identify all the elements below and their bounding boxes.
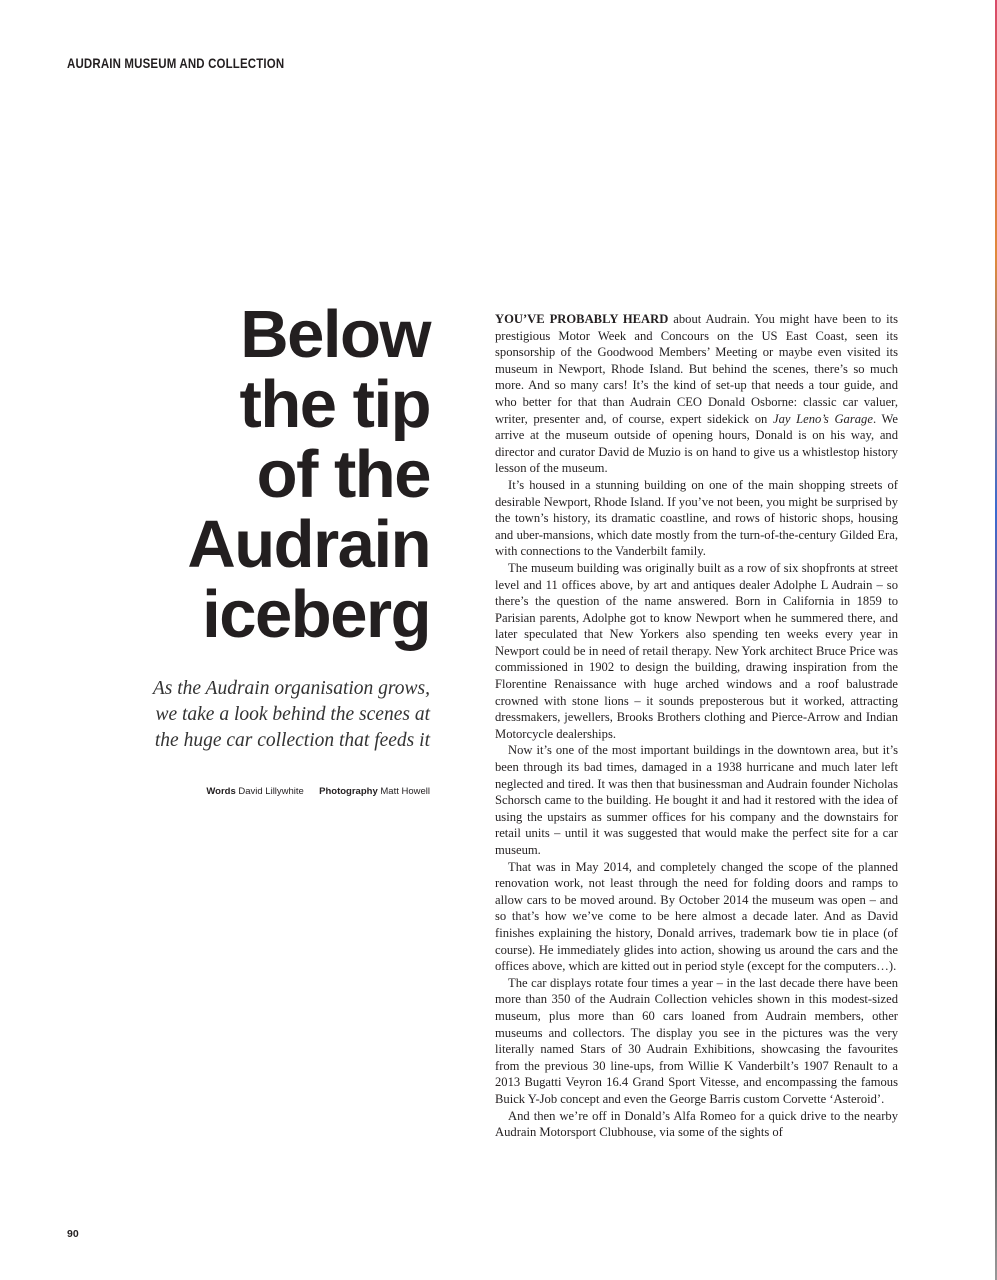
byline <box>206 786 430 797</box>
article-paragraph: Now it’s one of the most important buildings in the downtown area, but it’s been through its bad times, damaged in a 1938 hurricane and much later left neglected and tired. It was then that businessman and Audrain founder Nicholas Schorsch came to the building. He bought it and had it restored with the idea of using the upstairs as summer offices for his company and the downstairs for retail units – until it was suggested that would make the perfect site for a car museum. <box>495 743 898 857</box>
paragraph-text: . We arrive at the museum outside of opening hours, Donald is on his way, and director and curator David de Muzio is on hand to give us a whistlestop history lesson of the museum. <box>495 411 898 476</box>
page-number: 90 <box>67 1228 79 1240</box>
section-label: AUDRAIN MUSEUM AND COLLECTION <box>67 55 285 71</box>
article-paragraph: The car displays rotate four times a year – in the last decade there have been more than 350 of the Audrain Collection vehicles shown in this modest-sized museum, plus more than 60 cars loaned from Audrain members, other museums and collectors. The display you see in the pictures was the very literally named Stars of 30 Audrain Exhibitions, showcasing the favourites from the previous 30 line-ups, from Willie K Vanderbilt’s 1907 Renault to a 2013 Bugatti Veyron 16.4 Grand Sport Vitesse, and encompassing the famous Buick Y-Job concept and even the George Barris custom Corvette ‘Asteroid’. <box>495 975 898 1106</box>
paragraph-text: about Audrain. You might have been to its prestigious Motor Week and Concours on the US East Coast, seen its sponsorship of the Goodwood Members’ Meeting or maybe even visited its museum in Newport, Rhode Island. But behind the scenes, there’s so much more. And so many cars! It’s the kind of set-up that needs a tour guide, and who better for that than Audrain CEO Donald Osborne: classic car valuer, writer, presenter and, of course, expert sidekick on <box>495 312 898 426</box>
author-name: David Lillywhite <box>238 786 304 797</box>
photographer-name: Matt Howell <box>380 786 430 797</box>
headline-line: Below <box>240 297 430 372</box>
headline-line: Audrain <box>187 507 430 582</box>
photography-label: Photography <box>319 786 378 797</box>
article-paragraph: And then we’re off in Donald’s Alfa Romeo for a quick drive to the nearby Audrain Motorsport Clubhouse, via some of the sights of <box>495 1108 898 1140</box>
article-paragraph: That was in May 2014, and completely changed the scope of the planned renovation work, not least through the need for folding doors and ramps to allow cars to be moved around. By October 2014 the museum was open – and so that’s how we’ve come to be here almost a decade later. And as David finishes explaining the history, Donald arrives, trademark bow tie in place (of course). He immediately glides into action, showing us around the cars and the offices above, which are kitted out in period style (except for the computers…). <box>495 859 898 974</box>
show-title: Jay Leno’s Garage <box>773 411 873 426</box>
article-body <box>495 311 898 1141</box>
article-paragraph: It’s housed in a stunning building on one of the main shopping streets of desirable Newport, Rhode Island. If you’ve not been, you might be surprised by the town’s history, its dramatic coastline, and rows of historic shops, housing and uber-mansions, which date mostly from the turn-of-the-century Gilded Era, with connections to the Vanderbilt family. <box>495 477 898 559</box>
lead-in: YOU’VE PROBABLY HEARD <box>495 312 669 326</box>
headline-line: iceberg <box>202 577 430 652</box>
headline-line: the tip <box>239 367 430 442</box>
words-label: Words <box>206 786 236 797</box>
headline-line: of the <box>256 437 430 512</box>
article-paragraph: The museum building was originally built as a row of six shopfronts at street level and 11 offices above, by art and antiques dealer Adolphe L Audrain – so there’s the question of the name answered. Born in California in 1859 to Parisian parents, Adolphe got to know Newport when he summered there, and later speculated that New Yorkers also spending ten weeks every year in Newport could be in need of retail therapy. New York architect Bruce Price was commissioned in 1902 to design the building, drawing inspiration from the Florentine Renaissance with huge arched windows and a roof balustrade crowned with stone lions – it sounds preposterous but it worked, attracting dressmakers, jewellers, Brooks Brothers clothing and Pierce-Arrow and Indian Motorcycle dealerships. <box>495 560 898 741</box>
article-paragraph <box>495 311 898 477</box>
standfirst: As the Audrain organisation grows, we take a look behind the scenes at the huge car collection that feeds it <box>152 678 430 751</box>
headline <box>70 297 430 652</box>
